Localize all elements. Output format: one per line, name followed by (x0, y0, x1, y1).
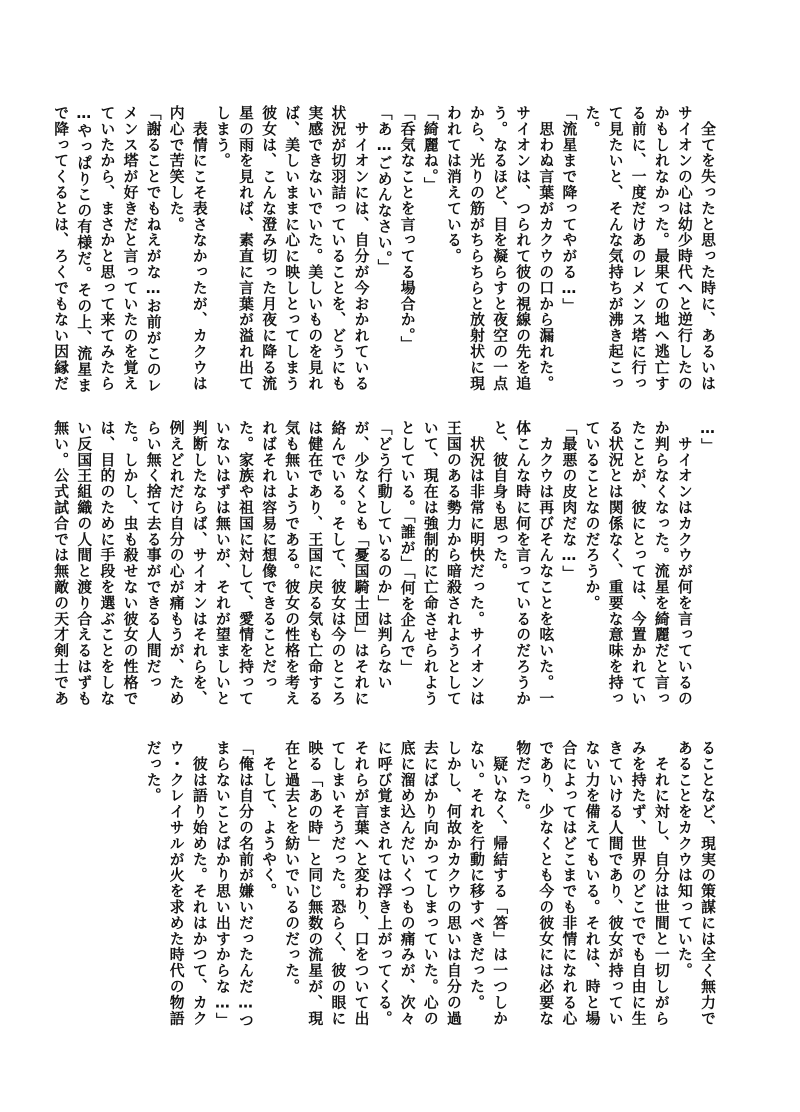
text-line: サイオンはカクウが何を言っているの (675, 420, 693, 707)
text-line: 判断したならば、サイオンはそれらを、 (190, 420, 208, 707)
text-line: きていける人間であり、彼女が持ってい (606, 740, 624, 1027)
text-line: それらが言葉へと変わり、口をついて出 (352, 740, 370, 1027)
text-line: 例えどれだけ自分の心が痛もうが、ため (167, 420, 185, 707)
text-line: で降ってくるとは、ろくでもない因縁だ (52, 105, 70, 392)
text-line: て見たいと、そんな気持ちが沸き起こっ (606, 105, 624, 392)
text-line: サイオンは、つられて彼の視線の先を追 (514, 105, 532, 392)
text-line: ば、美しいままに心に映しとってしまう (283, 105, 301, 392)
text-line: 「あ…ごめんなさい。」 (375, 105, 393, 275)
text-line: 気も無いようである。彼女の性格を考え (283, 420, 301, 707)
text-line: サイオンの心は幼少時代へと逆行したの (675, 105, 693, 392)
text-line: 実感できないでいた。美しいものを見れ (306, 105, 324, 392)
text-line: しかし、何故かカクウの思いは自分の過 (444, 740, 462, 1027)
text-line: ることなど、現実の策謀には全く無力で (699, 740, 716, 1027)
text-line: る前に、一度だけあのレメンス塔に行っ (629, 105, 647, 392)
text-line: 内心で苦笑した。 (167, 105, 185, 233)
text-line: ない力を備えてもいる。それは、時と場 (583, 740, 601, 1027)
text-line: 彼女は、こんな澄み切った月夜に降る流 (260, 105, 278, 392)
text-line: 体こんな時に何を言っているのだろうか (514, 420, 532, 707)
text-line: 王国のある勢力から暗殺されようとして (444, 420, 462, 707)
text-line: いて、現在は強制的に亡命させられよう (421, 420, 439, 707)
text-line: 状況が切羽詰っていることを、どうにも (329, 105, 347, 392)
text-line: た。 (583, 105, 601, 137)
text-line: た。しかし、虫も殺せない彼女の性格で (121, 420, 139, 707)
text-line: らい無く捨て去る事ができる人間だっ (144, 420, 162, 691)
text-line: てしまいそうだった。恐らく、彼の眼に (329, 740, 347, 1027)
text-line: まらないことばかり思い出すからな…」 (213, 740, 231, 1029)
text-line: …やっぱりこの有様だ。その上、流星ま (75, 105, 93, 394)
text-line: 映る「あの時」と同じ無数の流星が、現 (306, 740, 324, 1027)
text-line: ていたから、まさかと思って来てみたら (98, 105, 116, 392)
text-line: 「流星まで降ってやがる…」 (560, 105, 578, 314)
text-line: いないはずは無いが、それが望ましいと (213, 420, 231, 707)
text-line: 合によってはどこまでも非情になれる心 (560, 740, 578, 1027)
text-line: 「謝ることでもねえがな…お前がこのレ (144, 105, 162, 394)
text-line: 底に溜め込んだいくつもの痛みが、次々 (398, 740, 416, 1027)
text-line: た。家族や祖国に対して、愛情を持って (237, 420, 254, 707)
text-line: カクウは再びそんなことを呟いた。一 (537, 420, 555, 707)
text-line: と、彼自身も思った。 (491, 420, 509, 579)
text-line: 「綺麗ね。」 (421, 105, 439, 193)
text-line: しまう。 (213, 105, 231, 169)
text-line: メンス塔が好きだと言っていたのを覚え (121, 105, 139, 392)
text-line: 無い。公式試合では無敵の天才剣士であ (52, 420, 70, 707)
text-line: そして、ようやく。 (260, 740, 278, 899)
text-line: ウ・クレイサルが火を求めた時代の物語 (167, 740, 185, 1027)
text-line: 「呑気なことを言ってる場合か。」 (398, 105, 416, 352)
text-line: 疑いなく、帰結する「答」は一つしか (491, 740, 509, 1027)
text-line: かもしれなかった。最果ての地へ逃亡す (652, 105, 670, 392)
text-line: …」 (699, 420, 716, 454)
text-line: が、少なくとも「憂国騎士団」はそれに (352, 420, 370, 707)
text-line: ていることなのだろうか。 (583, 420, 601, 611)
text-line: 絡んでいる。そして、彼女は今のところ (329, 420, 347, 707)
text-line: だった。 (144, 740, 162, 804)
text-line: る状況とは関係なく、重要な意味を持っ (606, 420, 624, 707)
text-line: 星の雨を見れば、素直に言葉が溢れ出て (237, 105, 254, 392)
text-line: サイオンには、自分が今おかれている (352, 105, 370, 392)
text-line: であり、少なくとも今の彼女には必要な (537, 740, 555, 1027)
text-line: から、光りの筋がちらちらと放射状に現 (468, 105, 485, 392)
text-line: われては消えている。 (444, 105, 462, 264)
text-line: としている。「誰が」「何を企んで」 (398, 420, 416, 676)
text-line: い反国王組織の人間と渡り合えるはずも (75, 420, 93, 707)
text-line: ればそれは容易に想像できることだっ (260, 420, 278, 691)
text-line: 「どう行動しているのか」は判らない (375, 420, 393, 691)
text-line: 去にばかり向かってしまっていた。心の (421, 740, 439, 1027)
text-line: 表情にこそ表さなかったが、カクウは (190, 105, 208, 392)
text-line: あることをカクウは知っていた。 (675, 740, 693, 979)
text-line: それに対し、自分は世間と一切しがら (652, 740, 670, 1027)
text-line: 物だった。 (514, 740, 532, 820)
text-line: ない。それを行動に移すべきだった。 (468, 740, 485, 1011)
text-line: か判らなくなった。流星を綺麗だと言っ (652, 420, 670, 707)
text-line: 「俺は自分の名前が嫌いだったんだ…つ (237, 740, 254, 1029)
text-line: は、目的のために手段を選ぶことをしな (98, 420, 116, 707)
text-line: たことが、彼にとっては、今置かれてい (629, 420, 647, 707)
text-line: 彼は語り始めた。それはかつて、カク (190, 740, 208, 1027)
text-line: う。なるほど、目を凝らすと夜空の一点 (491, 105, 509, 392)
text-line: は健在であり、王国に戻る気も亡命する (306, 420, 324, 707)
text-line: に呼び覚まされては浮き上がってくる。 (375, 740, 393, 1027)
text-line: 全てを失ったと思った時に、あるいは (699, 105, 716, 392)
text-line: 「最悪の皮肉だな…」 (560, 420, 578, 582)
text-line: 状況は非常に明快だった。サイオンは (468, 420, 485, 707)
text-line: 在と過去とを紡いでいるのだった。 (283, 740, 301, 995)
text-line: みを持たず、世界のどこででも自由に生 (629, 740, 647, 1027)
text-line: 思わぬ言葉がカクウの口から漏れた。 (537, 105, 555, 392)
